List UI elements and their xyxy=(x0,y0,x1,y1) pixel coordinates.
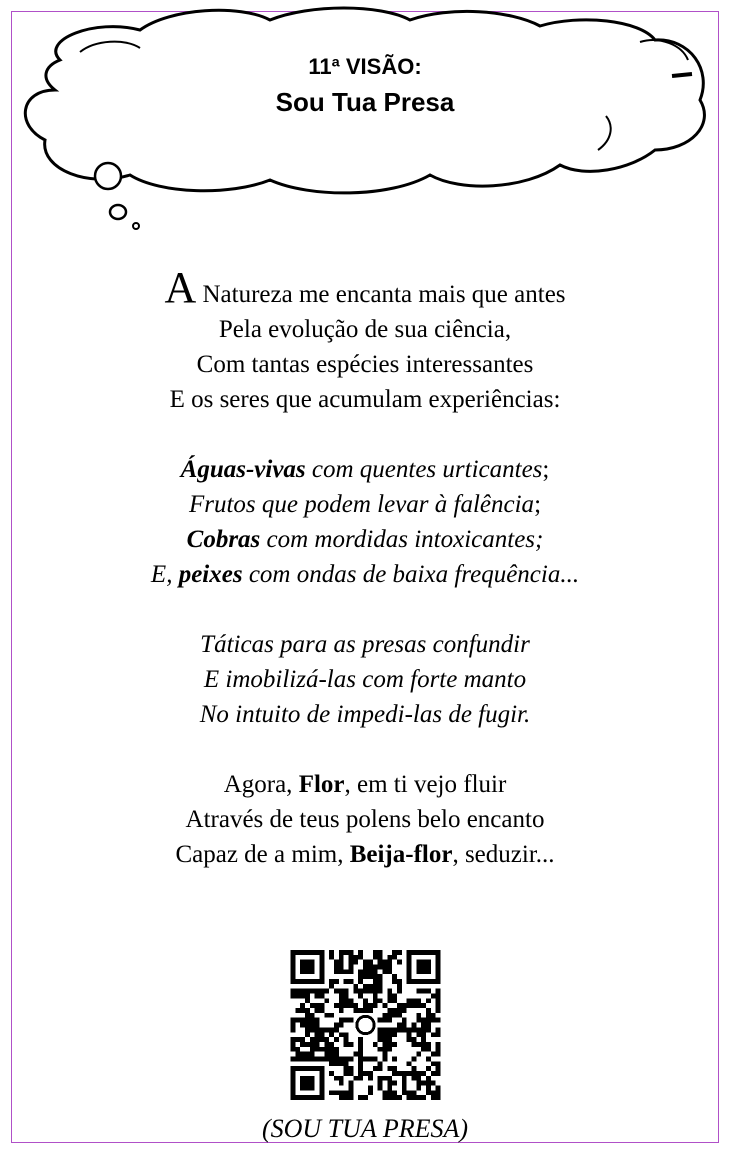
poem-line-text: Frutos que podem levar à falência xyxy=(188,491,535,518)
poem-line xyxy=(40,522,690,557)
poem-line-text: , seduzir... xyxy=(452,841,555,868)
vision-number-title: 11ª VISÃO: xyxy=(308,54,422,79)
poem-line-text: com mordidas intoxicantes; xyxy=(260,526,544,553)
stanza-1 xyxy=(40,263,690,417)
poem-line xyxy=(40,263,690,312)
poem-line-text: com ondas de baixa frequência... xyxy=(242,561,580,588)
poem-line-text: ; xyxy=(542,456,550,483)
poem-body xyxy=(40,263,690,872)
poem-title: Sou Tua Presa xyxy=(275,87,455,117)
poem-line xyxy=(40,487,690,522)
poem-line: E imobilizá-las com forte manto xyxy=(203,666,527,693)
qr-caption: (SOU TUA PRESA) xyxy=(261,1114,469,1143)
emphasis-term: Águas-vivas xyxy=(180,456,306,483)
thought-bubble-small xyxy=(133,223,139,229)
poem-line: Através de teus polens belo encanto xyxy=(185,806,545,833)
emphasis-term: Beija-flor xyxy=(349,841,453,868)
poem-line-text: , em ti vejo fluir xyxy=(344,771,507,798)
poem-line-text: Natureza me encanta mais que antes xyxy=(196,281,566,308)
poem-line-text: Agora, xyxy=(223,771,299,798)
emphasis-term: Cobras xyxy=(186,526,261,553)
poem-line: Com tantas espécies interessantes xyxy=(196,351,534,378)
stanza-4 xyxy=(40,767,690,872)
poem-line xyxy=(40,452,690,487)
poem-line-text: com quentes urticantes xyxy=(305,456,543,483)
stanza-3 xyxy=(40,627,690,732)
poem-line xyxy=(40,837,690,872)
thought-bubble-medium xyxy=(110,205,126,219)
poem-line xyxy=(40,557,690,592)
emphasis-term: Flor xyxy=(298,771,345,798)
poem-line-text: ; xyxy=(534,491,542,518)
poem-line: Táticas para as presas confundir xyxy=(200,631,530,658)
drop-cap: A xyxy=(164,263,197,312)
poem-line: No intuito de impedi-las de fugir. xyxy=(199,701,531,728)
poem-line xyxy=(40,767,690,802)
thought-bubble-large xyxy=(95,163,121,189)
poem-line: E os seres que acumulam experiências: xyxy=(169,386,561,413)
poem-line-text: Capaz de a mim, xyxy=(175,841,350,868)
thought-cloud xyxy=(0,0,730,240)
poem-line: Pela evolução de sua ciência, xyxy=(218,316,512,343)
poem-line-text: E, xyxy=(150,561,179,588)
emphasis-term: peixes xyxy=(178,561,243,588)
cloud-detail-stroke xyxy=(672,74,692,76)
stanza-2 xyxy=(40,452,690,592)
qr-code-icon[interactable] xyxy=(288,950,443,1100)
